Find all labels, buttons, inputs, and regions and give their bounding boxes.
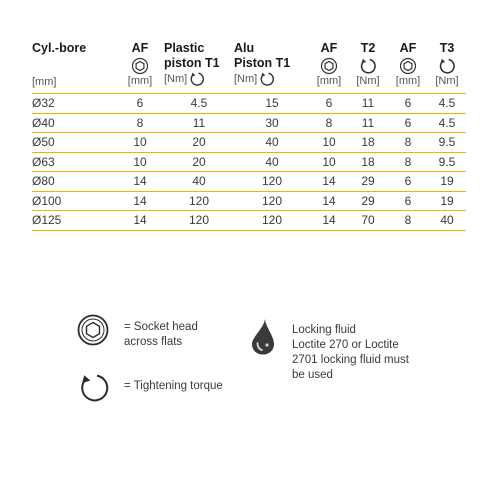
- table-cell: 20: [164, 152, 234, 172]
- table-cell: 20: [164, 133, 234, 153]
- table-cell: 10: [310, 152, 348, 172]
- hex-socket-icon: [399, 57, 417, 75]
- table-cell: 14: [116, 191, 164, 211]
- table-cell: 40: [234, 133, 310, 153]
- cell-bore: Ø100: [32, 191, 116, 211]
- header-alu-piston-t1: Alu Piston T1 [Nm]: [234, 36, 310, 94]
- table-cell: 29: [348, 172, 388, 192]
- table-cell: 6: [388, 113, 428, 133]
- header-af-2: AF [mm]: [310, 36, 348, 94]
- table-cell: 14: [310, 172, 348, 192]
- torque-arrow-icon: [359, 57, 377, 75]
- legend-fluid-line3: be used: [292, 369, 333, 381]
- legend-torque-text: = Tightening torque: [124, 380, 223, 392]
- table-cell: 6: [388, 172, 428, 192]
- table-cell: 14: [116, 211, 164, 231]
- table-cell: 14: [116, 172, 164, 192]
- table-row: [32, 172, 466, 192]
- header-unit: [mm]: [316, 75, 342, 87]
- cell-bore: Ø80: [32, 172, 116, 192]
- table-cell: 6: [310, 94, 348, 114]
- header-cyl-bore: Cyl.-bore [mm]: [32, 36, 116, 94]
- table-cell: 4.5: [164, 94, 234, 114]
- table-cell: 14: [310, 191, 348, 211]
- header-t3: T3 [Nm]: [428, 36, 466, 94]
- header-plastic-piston-t1: Plastic piston T1 [Nm]: [164, 36, 234, 94]
- legend-socket-head: [76, 313, 198, 350]
- legend-locking-fluid: [250, 318, 409, 383]
- torque-arrow-icon: [78, 372, 110, 404]
- table-row: [32, 211, 466, 231]
- header-unit: [Nm]: [435, 75, 459, 87]
- table-cell: 18: [348, 152, 388, 172]
- table-cell: 29: [348, 191, 388, 211]
- table-cell: 40: [164, 172, 234, 192]
- table-body: [32, 94, 466, 231]
- table-cell: 8: [310, 113, 348, 133]
- legend-tightening-torque: [78, 372, 223, 404]
- legend-fluid-line1: Loctite 270 or Loctite: [292, 339, 399, 351]
- table-header-row: [32, 36, 466, 94]
- legend-socket-line2: across flats: [124, 336, 183, 348]
- cell-bore: Ø50: [32, 133, 116, 153]
- table-cell: 8: [388, 211, 428, 231]
- header-t2: T2 [Nm]: [348, 36, 388, 94]
- table-row: [32, 94, 466, 114]
- torque-arrow-icon: [438, 57, 456, 75]
- table-cell: 120: [234, 191, 310, 211]
- table-cell: 120: [164, 211, 234, 231]
- table-cell: 10: [310, 133, 348, 153]
- header-unit: [mm]: [32, 76, 57, 88]
- hex-socket-icon: [76, 313, 110, 347]
- header-unit: [Nm]: [356, 75, 380, 87]
- table-cell: 11: [348, 113, 388, 133]
- table-cell: 19: [428, 191, 466, 211]
- table-cell: 10: [116, 133, 164, 153]
- table-row: [32, 152, 466, 172]
- hex-socket-icon: [131, 57, 149, 75]
- header-unit: [mm]: [127, 75, 153, 87]
- legend-fluid-line2: 2701 locking fluid must: [292, 354, 409, 366]
- table-row: [32, 191, 466, 211]
- table-cell: 19: [428, 172, 466, 192]
- table-cell: 10: [116, 152, 164, 172]
- table-cell: 11: [164, 113, 234, 133]
- header-af-1: AF [mm]: [116, 36, 164, 94]
- tightening-torque-table: [32, 36, 466, 231]
- table-cell: 6: [388, 191, 428, 211]
- torque-arrow-icon: [259, 71, 275, 87]
- legend-socket-line1: = Socket head: [124, 321, 198, 333]
- table-row: [32, 113, 466, 133]
- table-cell: 70: [348, 211, 388, 231]
- table-cell: 4.5: [428, 94, 466, 114]
- legend-fluid-title: Locking fluid: [292, 324, 356, 336]
- cell-bore: Ø125: [32, 211, 116, 231]
- header-unit: [mm]: [395, 75, 421, 87]
- table-cell: 18: [348, 133, 388, 153]
- table-cell: 9.5: [428, 133, 466, 153]
- table-cell: 120: [234, 172, 310, 192]
- header-unit: [Nm]: [234, 73, 258, 85]
- cell-bore: Ø63: [32, 152, 116, 172]
- table-cell: 120: [164, 191, 234, 211]
- table-cell: 40: [234, 152, 310, 172]
- table-cell: 14: [310, 211, 348, 231]
- header-af-3: AF [mm]: [388, 36, 428, 94]
- cell-bore: Ø40: [32, 113, 116, 133]
- table-cell: 30: [234, 113, 310, 133]
- table-cell: 6: [116, 94, 164, 114]
- table-cell: 40: [428, 211, 466, 231]
- table-cell: 11: [348, 94, 388, 114]
- table-cell: 6: [388, 94, 428, 114]
- hex-socket-icon: [320, 57, 338, 75]
- table-cell: 8: [388, 152, 428, 172]
- cell-bore: Ø32: [32, 94, 116, 114]
- table-cell: 15: [234, 94, 310, 114]
- table-row: [32, 133, 466, 153]
- table-cell: 120: [234, 211, 310, 231]
- table-cell: 8: [116, 113, 164, 133]
- table-cell: 8: [388, 133, 428, 153]
- torque-arrow-icon: [189, 71, 205, 87]
- table-cell: 4.5: [428, 113, 466, 133]
- header-unit: [Nm]: [164, 73, 188, 85]
- fluid-drop-icon: [250, 318, 276, 356]
- table-cell: 9.5: [428, 152, 466, 172]
